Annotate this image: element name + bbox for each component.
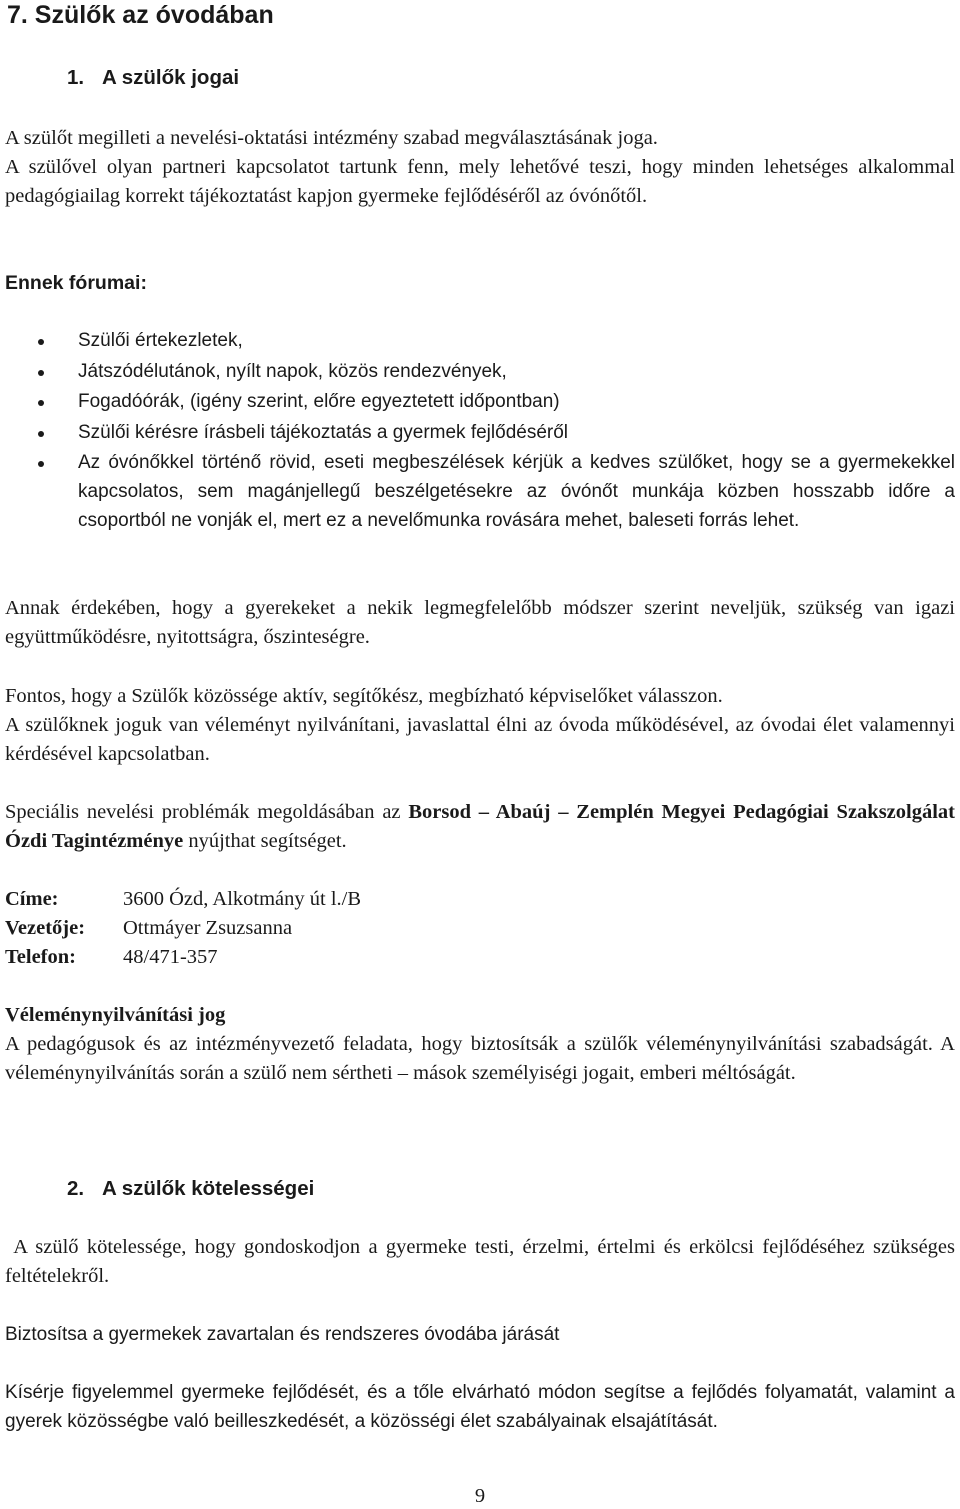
opinion-paragraph: A pedagógusok és az intézményvezető feladata, hogy biztosítsák a szülők véleménynyilvánítási szabadságát. A véleménynyilvánítás során a szülő nem sértheti – mások személyiségi jogait, emberi méltóságát. bbox=[5, 1033, 955, 1084]
forums-list-wrap bbox=[5, 326, 955, 535]
duties-paragraph-1: A szülő kötelessége, hogy gondoskodjon a gyermeke testi, érzelmi, értelmi és erkölcsi fejlődéséhez szükséges feltételekről. bbox=[5, 1236, 960, 1287]
contact-manager: Vezetője: Ottmáyer Zsuzsanna bbox=[5, 917, 293, 939]
section-2-number: 2. bbox=[67, 1177, 85, 1200]
section-1-heading bbox=[67, 66, 239, 90]
list-item: Szülői kérésre írásbeli tájékoztatás a gyermek fejlődéséről bbox=[5, 418, 955, 449]
chapter-title: 7. Szülők az óvodában bbox=[7, 1, 274, 29]
forums-list bbox=[5, 326, 955, 535]
opinion-section bbox=[5, 1001, 955, 1088]
community-paragraph: Fontos, hogy a Szülők közössége aktív, segítőkész, megbízható képviselőket válasszon. bbox=[5, 685, 723, 707]
community-block bbox=[5, 682, 955, 769]
bullet-icon bbox=[38, 400, 44, 406]
contact-address: Címe: 3600 Ózd, Alkotmány út l./B bbox=[5, 888, 362, 910]
bullet-icon bbox=[38, 461, 44, 467]
bullet-icon bbox=[38, 370, 44, 376]
bullet-icon bbox=[38, 339, 44, 345]
contact-block bbox=[5, 885, 955, 972]
section-2-heading bbox=[67, 1177, 314, 1201]
section-2-title: A szülők kötelességei bbox=[102, 1177, 315, 1200]
page-number: 9 bbox=[474, 1485, 486, 1507]
duties-paragraph-3: Kísérje figyelemmel gyermeke fejlődését, és a tőle elvárható módon segítse a fejlődés folyamatát, valamint a gyerek közösségbe való beilleszkedését, a közösségi élet szabályainak elsajátítását. bbox=[5, 1382, 955, 1432]
duties-paragraph-2: Biztosítsa a gyermekek zavartalan és rendszeres óvodába járását bbox=[5, 1324, 560, 1345]
list-item: Szülői értekezletek, bbox=[5, 326, 955, 357]
bullet-icon bbox=[38, 431, 44, 437]
list-item: Fogadóórák, (igény szerint, előre egyeztetett időpontban) bbox=[5, 387, 955, 418]
intro-rest: A szülővel olyan partneri kapcsolatot tartunk fenn, mely lehetővé teszi, hogy minden lehetséges alkalommal pedagógiailag korrekt tájékoztatást kapjon gyermeke fejlődéséről az óvónőtől. bbox=[5, 156, 955, 207]
intro-line-1: A szülőt megilleti a nevelési-oktatási intézmény szabad megválasztásának joga. bbox=[5, 127, 658, 149]
organization-name: Borsod – Abaúj – Zemplén Megyei Pedagógiai Szakszolgálat Ózdi Tagintézménye bbox=[5, 801, 955, 852]
list-item: Játszódélutánok, nyílt napok, közös rendezvények, bbox=[5, 357, 955, 388]
contact-phone: Telefon: 48/471-357 bbox=[5, 946, 218, 968]
special-support-paragraph: Speciális nevelési problémák megoldásában az Borsod – Abaúj – Zemplén Megyei Pedagógiai Szakszolgálat Ózdi Tagintézménye nyújthat segítséget. bbox=[5, 801, 955, 852]
opinion-rights-paragraph: A szülőknek joguk van véleményt nyilvánítani, javaslattal élni az óvoda működésével, az óvodai élet valamennyi kérdésével kapcsolatban. bbox=[5, 714, 955, 765]
intro-paragraph bbox=[5, 124, 955, 211]
section-1-title: A szülők jogai bbox=[102, 66, 240, 89]
list-item: Az óvónőkkel történő rövid, eseti megbeszélések kérjük a kedves szülőket, hogy se a gyermekekkel kapcsolatos, sem magánjellegű beszélgetésekre az óvónőt munkája közben hosszabb időre a csoportból ne vonják el, mert ez a nevelőmunka rovására mehet, baleseti forrás lehet. bbox=[5, 448, 955, 535]
opinion-heading: Véleménynyilvánítási jog bbox=[5, 1004, 226, 1026]
section-1-number: 1. bbox=[67, 66, 85, 89]
cooperation-paragraph: Annak érdekében, hogy a gyerekeket a nekik legmegfelelőbb módszer szerint neveljük, szükség van igazi együttműködésre, nyitottságra, őszinteségre. bbox=[5, 597, 955, 648]
forums-heading: Ennek fórumai: bbox=[5, 272, 147, 294]
